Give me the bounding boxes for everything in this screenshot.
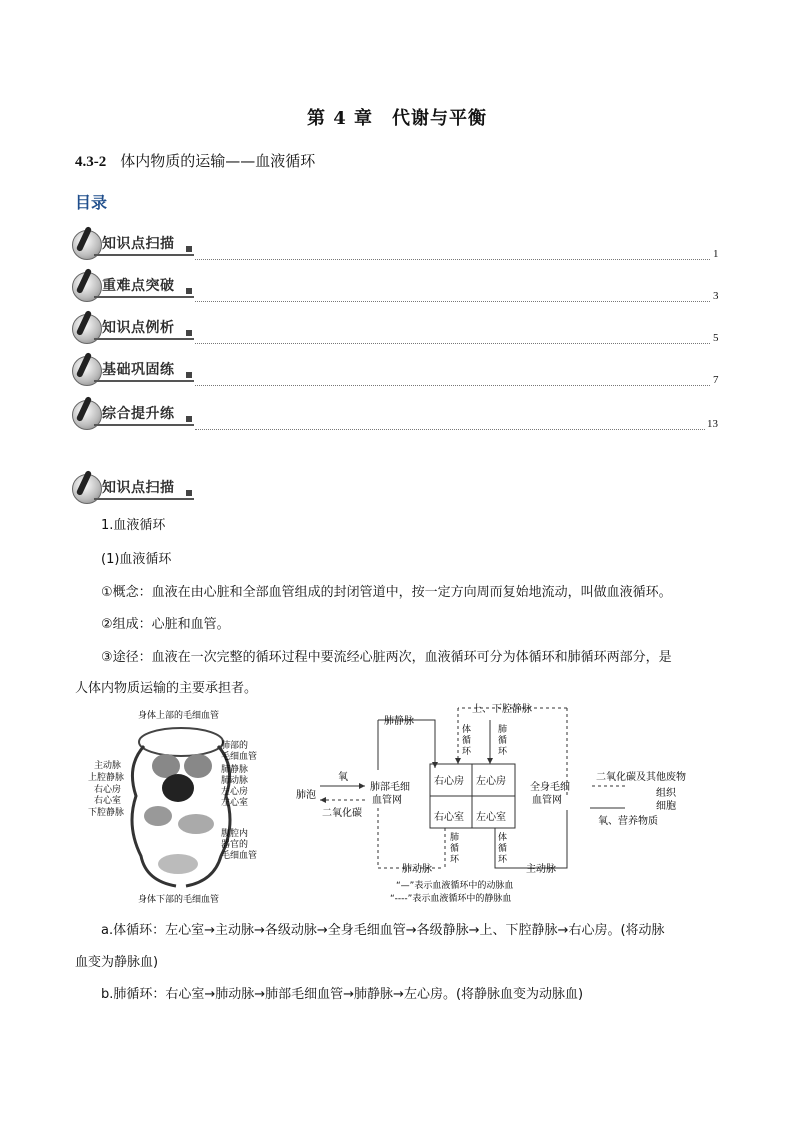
toc-item-knowledge-scan[interactable] — [72, 230, 194, 260]
toc-item-label: 重难点突破 — [102, 278, 175, 294]
label-body-cap-net-1: 全身毛细 — [530, 782, 570, 793]
label-pulmonary-3: 环 — [498, 747, 508, 757]
label-lung-cap-net-1: 肺部毛细 — [370, 782, 410, 793]
label-pulmonary-b3: 环 — [450, 855, 460, 865]
label-aorta-flow: 主动脉 — [526, 864, 556, 875]
label-body-cap-net-2: 血管网 — [532, 795, 562, 806]
toc-page-number: 1 — [713, 248, 719, 260]
toc-heading: 目录 — [75, 193, 108, 212]
label-lung-cap-2: 毛细血管 — [221, 752, 258, 762]
section-badge-label: 知识点扫描 — [102, 480, 175, 496]
label-vena-cava: 上、下腔静脉 — [472, 704, 532, 715]
systemic-text-line2: 血变为静脉血) — [75, 955, 159, 970]
label-left-ventricle: 左心室 — [221, 798, 249, 808]
label-right-atrium: 右心房 — [94, 785, 122, 795]
toc-item-label: 基础巩固练 — [102, 362, 175, 378]
path-text-line1: ③途径：血液在一次完整的循环过程中要流经心脏两次，血液循环可分为体循环和肺循环两部分，是 — [101, 650, 672, 665]
label-pulmonary-b1: 肺 — [450, 833, 460, 843]
lesson-title — [75, 150, 315, 171]
label-right-ventricle: 右心室 — [94, 796, 122, 806]
label-nutrients: 氧、营养物质 — [598, 816, 658, 827]
subheading-blood-circulation: (1)血液循环 — [101, 552, 172, 567]
label-superior-vena-cava: 上腔静脉 — [88, 773, 125, 783]
label-systemic-2: 循 — [462, 736, 472, 746]
label-tissue-2: 细胞 — [656, 801, 676, 812]
label-systemic-1: 体 — [462, 725, 472, 735]
legend-vein: “----”表示血液循环中的静脉血 — [390, 894, 512, 904]
toc-page-number: 7 — [713, 374, 719, 386]
toc-page-number: 3 — [713, 290, 719, 302]
label-la: 左心房 — [476, 776, 506, 787]
toc-item-comprehensive[interactable] — [72, 400, 194, 430]
label-pulmonary-b2: 循 — [450, 844, 460, 854]
concept-text: ①概念：血液在由心脏和全部血管组成的封闭管道中，按一定方向周而复始地流动，叫做血液循环。 — [101, 585, 672, 600]
label-systemic-b1: 体 — [498, 833, 508, 843]
lesson-number: 4.3-2 — [75, 154, 107, 170]
label-co2: 二氧化碳 — [322, 808, 362, 819]
toc-item-basic-practice[interactable] — [72, 356, 194, 386]
label-lv: 左心室 — [476, 812, 506, 823]
label-abdominal-1: 腹腔内 — [221, 829, 249, 839]
label-pulm-artery: 肺动脉 — [402, 864, 432, 875]
toc-item-label: 知识点例析 — [102, 320, 175, 336]
circulation-illustration — [86, 706, 286, 906]
toc-item-label: 综合提升练 — [102, 406, 175, 422]
label-alveoli: 肺泡 — [296, 790, 316, 801]
toc-page-number: 13 — [707, 418, 718, 430]
label-inferior-vena-cava: 下腔静脉 — [88, 808, 125, 818]
label-pulmonary-vein: 肺静脉 — [221, 765, 249, 775]
label-left-atrium: 左心房 — [221, 787, 249, 797]
label-rv: 右心室 — [434, 812, 464, 823]
toc-page-number: 5 — [713, 332, 719, 344]
pulmonary-text: b.肺循环：右心室→肺动脉→肺部毛细血管→肺静脉→左心房。(将静脉血变为动脉血) — [101, 987, 584, 1002]
label-ra: 右心房 — [434, 776, 464, 787]
legend-artery: “—”表示血液循环中的动脉血 — [396, 881, 514, 891]
label-pulmonary-artery: 肺动脉 — [221, 776, 249, 786]
heading-blood-circulation: 1.血液循环 — [101, 518, 166, 533]
composition-text: ②组成：心脏和血管。 — [101, 617, 230, 632]
toc-item-label: 知识点扫描 — [102, 236, 175, 252]
label-oxygen: 氧 — [338, 772, 348, 783]
label-lung-cap-1: 肺部的 — [221, 741, 249, 751]
lesson-name: 体内物质的运输——血液循环 — [120, 152, 316, 170]
systemic-text-line1: a.体循环：左心室→主动脉→各级动脉→全身毛细血管→各级静脉→上、下腔静脉→右心房。(将动脉 — [101, 923, 665, 938]
fig-top-label: 身体上部的毛细血管 — [138, 711, 220, 721]
label-pulmonary-2: 循 — [498, 736, 508, 746]
label-systemic-b2: 循 — [498, 844, 508, 854]
label-abdominal-2: 器官的 — [221, 840, 249, 850]
path-text-line2: 人体内物质运输的主要承担者。 — [75, 681, 258, 696]
toc-item-key-difficult[interactable] — [72, 272, 194, 302]
label-abdominal-3: 毛细血管 — [221, 851, 258, 861]
label-waste: 二氧化碳及其他废物 — [596, 772, 686, 783]
label-systemic-3: 环 — [462, 747, 472, 757]
chapter-title: 第 4 章 代谢与平衡 — [306, 108, 488, 129]
label-systemic-b3: 环 — [498, 855, 508, 865]
label-aorta: 主动脉 — [94, 761, 122, 771]
fig-bottom-label: 身体下部的毛细血管 — [138, 895, 220, 905]
label-pulmonary-1: 肺 — [498, 725, 508, 735]
label-pulm-vein: 肺静脉 — [384, 716, 414, 727]
toc-item-examples[interactable] — [72, 314, 194, 344]
section-badge — [72, 474, 194, 504]
label-lung-cap-net-2: 血管网 — [372, 795, 402, 806]
label-tissue-1: 组织 — [656, 788, 676, 799]
circulation-flow-diagram — [290, 700, 720, 906]
